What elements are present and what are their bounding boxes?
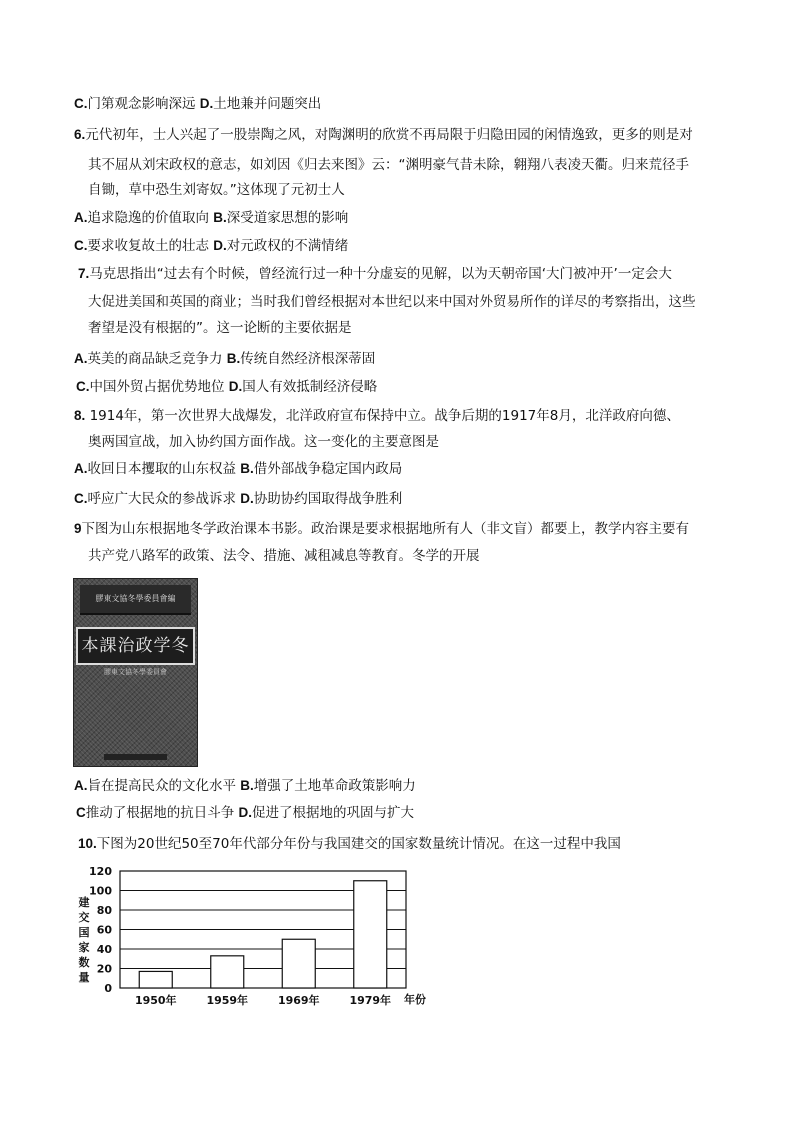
q7-options-cd bbox=[76, 377, 377, 397]
chart-y-tick-label: 120 bbox=[89, 865, 112, 878]
q7-d-letter: D. bbox=[228, 379, 243, 394]
q7-options-ab bbox=[74, 349, 375, 369]
q8-a-letter: A. bbox=[74, 461, 88, 476]
q6-number: 6. bbox=[74, 127, 86, 142]
q5-c-text: 门第观念影响深远 bbox=[87, 96, 196, 112]
q7-number: 7. bbox=[78, 266, 90, 281]
chart-ylabel-char: 交 bbox=[78, 911, 90, 924]
q8-number: 8. bbox=[74, 408, 86, 423]
q6-d-letter: D. bbox=[213, 238, 227, 253]
chart-y-tick-label: 40 bbox=[96, 943, 112, 956]
q6-c-text: 要求收复故土的壮志 bbox=[87, 238, 209, 254]
q6-stem-line-3: 自锄，草中恐生刘寄奴。”这体现了元初士人 bbox=[88, 182, 345, 198]
q10-number: 10. bbox=[78, 836, 97, 851]
q7-b-letter: B. bbox=[226, 351, 241, 366]
q8-a-text: 收回日本攫取的山东权益 bbox=[87, 461, 236, 477]
q7-c-text: 中国外贸占据优势地位 bbox=[89, 379, 225, 395]
q9-stem-text: 下图为山东根据地冬学政治课本书影。政治课是要求根据地所有人（非文盲）都要上，教学内容主要有 bbox=[81, 521, 690, 537]
q10-stem-text: 下图为20世纪50至70年代部分年份与我国建交的国家数量统计情况。在这一过程中我国 bbox=[96, 836, 621, 852]
chart-ylabel-char: 家 bbox=[78, 941, 90, 954]
q8-stem-line-2: 奥两国宣战，加入协约国方面作战。这一变化的主要意图是 bbox=[88, 434, 439, 450]
chart-bar bbox=[139, 971, 172, 988]
q7-c-letter: C. bbox=[76, 379, 90, 394]
q6-options-cd bbox=[74, 236, 348, 256]
q6-b-text: 深受道家思想的影响 bbox=[226, 210, 349, 226]
q9-d-text: 促进了根据地的巩固与扩大 bbox=[252, 805, 415, 821]
q6-a-letter: A. bbox=[74, 210, 88, 225]
chart-y-tick-label: 100 bbox=[89, 884, 112, 898]
q8-b-text: 借外部战争稳定国内政局 bbox=[253, 461, 403, 477]
q6-d-text: 对元政权的不满情绪 bbox=[226, 238, 349, 254]
q9-b-letter: B. bbox=[240, 778, 254, 793]
chart-xlabel: 年份 bbox=[404, 993, 426, 1006]
chart-ylabel bbox=[79, 895, 90, 984]
chart-x-tick-label: 1969年 bbox=[277, 994, 320, 1007]
q8-d-letter: D. bbox=[240, 491, 254, 506]
q10-stem-line-1 bbox=[78, 834, 621, 854]
chart-y-tick-label: 60 bbox=[96, 923, 112, 937]
q6-options-ab bbox=[74, 208, 348, 228]
chart-ylabel-char: 数 bbox=[78, 956, 90, 969]
chart-bar bbox=[282, 939, 315, 988]
chart-bar bbox=[211, 956, 244, 988]
q9-a-text: 旨在提高民众的文化水平 bbox=[87, 778, 236, 794]
q6-b-letter: B. bbox=[213, 210, 227, 225]
q6-stem-line-1 bbox=[74, 125, 693, 145]
q9-options-cd bbox=[76, 803, 414, 823]
chart-bar bbox=[354, 881, 387, 988]
q7-stem-text: 马克思指出“过去有个时候，曾经流行过一种十分虚妄的见解，以为天朝帝国‘大门被冲开’一定会大 bbox=[89, 266, 672, 282]
chart-ylabel-char: 建 bbox=[78, 896, 90, 909]
q7-a-letter: A. bbox=[74, 351, 88, 366]
diplomatic-relations-bar-chart bbox=[70, 858, 470, 1018]
q7-stem-line-2: 大促进美国和英国的商业；当时我们曾经根据对本世纪以来中国对外贸易所作的详尽的考察指出，这些 bbox=[88, 294, 696, 310]
q8-stem-text: 1914年，第一次世界大战爆发，北洋政府宣布保持中立。战争后期的1917年8月，北洋政府向德、 bbox=[89, 408, 680, 424]
q9-a-letter: A. bbox=[74, 778, 88, 793]
q9-stem-line-1 bbox=[74, 519, 689, 539]
q8-b-letter: B. bbox=[240, 461, 254, 476]
chart-y-tick-label: 0 bbox=[104, 982, 112, 995]
chart-x-tick-label: 1950年 bbox=[134, 994, 177, 1007]
photo-header-band bbox=[80, 585, 191, 615]
q6-a-text: 追求隐逸的价值取向 bbox=[87, 210, 209, 226]
q8-c-text: 呼应广大民众的参战诉求 bbox=[87, 491, 236, 507]
q8-d-text: 协助协约国取得战争胜利 bbox=[253, 491, 403, 507]
q8-stem-line-1 bbox=[74, 406, 680, 426]
q6-c-letter: C. bbox=[74, 238, 88, 253]
q8-c-letter: C. bbox=[74, 491, 88, 506]
photo-footer-band bbox=[104, 754, 167, 760]
q9-d-letter: D. bbox=[238, 805, 253, 820]
q5-c-letter: C. bbox=[74, 96, 88, 111]
textbook-cover-photo bbox=[73, 578, 198, 767]
photo-title-text: 本課治政学冬 bbox=[76, 627, 195, 665]
q9-c-letter: C bbox=[76, 805, 86, 820]
chart-bars bbox=[139, 881, 387, 988]
photo-publisher-text: 膠東文協冬學委員會編 bbox=[95, 594, 176, 603]
chart-ylabel-char: 国 bbox=[78, 926, 90, 939]
q9-stem-line-2: 共产党八路军的政策、法令、措施、减租减息等教育。冬学的开展 bbox=[88, 548, 480, 564]
q7-a-text: 英美的商品缺乏竞争力 bbox=[87, 351, 223, 367]
q8-options-cd bbox=[74, 489, 402, 509]
chart-y-ticks bbox=[89, 865, 112, 995]
q9-number: 9 bbox=[74, 521, 82, 536]
q7-stem-line-3: 奢望是没有根据的”。这一论断的主要依据是 bbox=[88, 320, 352, 336]
q6-stem-text: 元代初年，士人兴起了一股崇陶之风，对陶渊明的欣赏不再局限于归隐田园的闲情逸致，更多的则是对 bbox=[85, 127, 693, 143]
chart-y-tick-label: 80 bbox=[96, 904, 112, 917]
chart-x-tick-label: 1979年 bbox=[349, 994, 392, 1007]
chart-x-ticks bbox=[135, 993, 391, 1007]
q7-b-text: 传统自然经济根深蒂固 bbox=[240, 351, 376, 367]
q5-d-text: 土地兼并问题突出 bbox=[213, 96, 322, 112]
q7-stem-line-1 bbox=[78, 264, 672, 284]
q8-options-ab bbox=[74, 459, 402, 479]
chart-y-tick-label: 20 bbox=[96, 962, 112, 976]
q5-d-letter: D. bbox=[199, 96, 214, 111]
q9-b-text: 增强了土地革命政策影响力 bbox=[253, 778, 416, 794]
q5-options-cd bbox=[74, 94, 321, 114]
chart-ylabel-char: 量 bbox=[78, 971, 90, 984]
photo-subtitle-text: 膠東文協冬學委員會 bbox=[104, 668, 167, 676]
q7-d-text: 国人有效抵制经济侵略 bbox=[242, 379, 378, 395]
q6-stem-line-2: 其不屈从刘宋政权的意志，如刘因《归去来图》云：“渊明豪气昔未除，翱翔八表凌天衢。归来荒径手 bbox=[88, 157, 689, 173]
q9-options-ab bbox=[74, 776, 416, 796]
q9-c-text: 推动了根据地的抗日斗争 bbox=[85, 805, 235, 821]
chart-x-tick-label: 1959年 bbox=[206, 994, 249, 1007]
